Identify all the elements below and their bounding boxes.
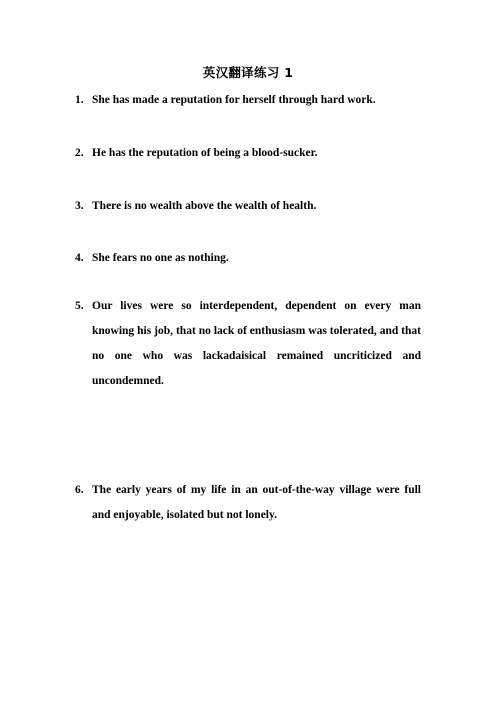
item-number: 3. [75, 200, 84, 212]
item-number: 4. [75, 252, 84, 264]
item-sentence: Our lives were so interdependent, dependent on every man knowing his job, that no lack of enthusiasm was tolerated, and that no one who was lackadaisical remained uncriticized and uncondemned. [92, 300, 421, 387]
item-sentence: The early years of my life in an out-of-the-way village were full and enjoyable, isolated but not lonely. [92, 484, 421, 521]
item-number: 6. [75, 484, 84, 496]
document-title: 英汉翻译练习 1 [202, 65, 294, 80]
item-sentence: She fears no one as nothing. [92, 252, 229, 264]
item-number: 2. [75, 147, 84, 159]
item-number: 5. [75, 300, 84, 312]
exercise-item-2 [75, 141, 421, 166]
exercise-item-6 [75, 478, 421, 528]
item-sentence: She has made a reputation for herself through hard work. [92, 94, 376, 106]
item-number: 1. [75, 94, 84, 106]
exercise-item-1 [75, 88, 421, 113]
exercise-item-5 [75, 294, 421, 394]
exercise-item-4 [75, 246, 421, 271]
item-sentence: He has the reputation of being a blood-sucker. [92, 147, 318, 159]
item-sentence: There is no wealth above the wealth of health. [92, 200, 317, 212]
exercise-item-3 [75, 194, 421, 219]
